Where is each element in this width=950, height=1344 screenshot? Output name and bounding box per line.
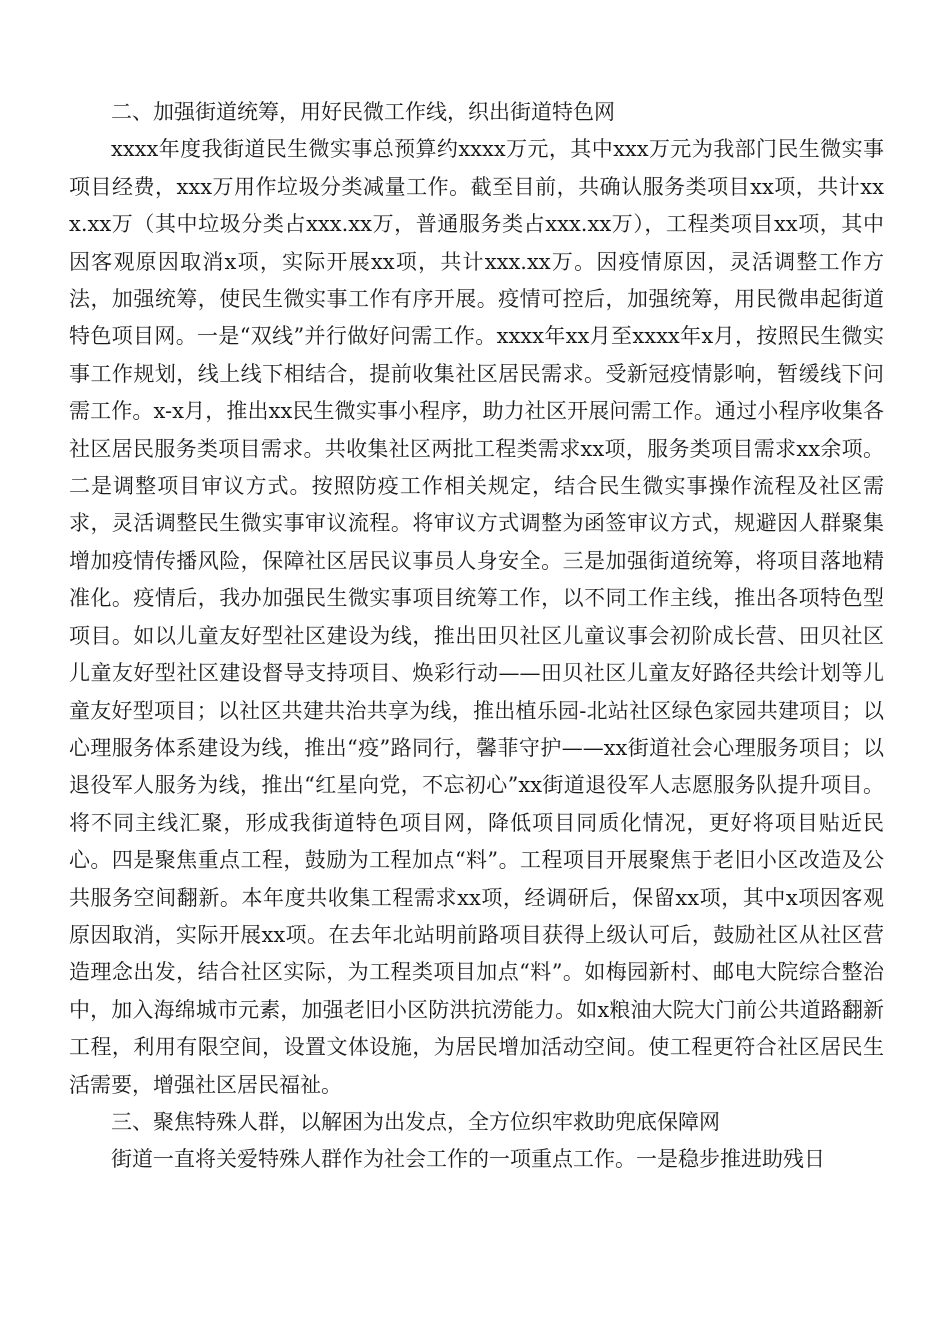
section-heading-2: 二、加强街道统筹，用好民微工作线，织出街道特色网 <box>111 100 615 124</box>
document-body <box>69 94 884 1179</box>
section-paragraph-2: xxxx年度我街道民生微实事总预算约xxxx万元，其中xxx万元为我部门民生微实事项目经费，xxx万用作垃圾分类减量工作。截至目前，共确认服务类项目xx项，共计xxx.xx万（其中垃圾分类占xxx.xx万，普通服务类占xxx.xx万），工程类项目xx项，其中因客观原因取消x项，实际开展xx项，共计xxx.xx万。因疫情原因，灵活调整工作方法，加强统筹，使民生微实事工作有序开展。疫情可控后，加强统筹，用民微串起街道特色项目网。一是“双线”并行做好问需工作。xxxx年xx月至xxxx年x月，按照民生微实事工作规划，线上线下相结合，提前收集社区居民需求。受新冠疫情影响，暂缓线下问需工作。x-x月，推出xx民生微实事小程序，助力社区开展问需工作。通过小程序收集各社区居民服务类项目需求。共收集社区两批工程类需求xx项，服务类项目需求xx余项。二是调整项目审议方式。按照防疫工作相关规定，结合民生微实事操作流程及社区需求，灵活调整民生微实事审议流程。将审议方式调整为函签审议方式，规避因人群聚集增加疫情传播风险，保障社区居民议事员人身安全。三是加强街道统筹，将项目落地精准化。疫情后，我办加强民生微实事项目统筹工作，以不同工作主线，推出各项特色型项目。如以儿童友好型社区建设为线，推出田贝社区儿童议事会初阶成长营、田贝社区儿童友好型社区建设督导支持项目、焕彩行动——田贝社区儿童友好路径共绘计划等儿童友好型项目；以社区共建共治共享为线，推出植乐园-北站社区绿色家园共建项目；以心理服务体系建设为线，推出“疫”路同行，馨菲守护——xx街道社会心理服务项目；以退役军人服务为线，推出“红星向党，不忘初心”xx街道退役军人志愿服务队提升项目。将不同主线汇聚，形成我街道特色项目网，降低项目同质化情况，更好将项目贴近民心。四是聚焦重点工程，鼓励为工程加点“料”。工程项目开展聚焦于老旧小区改造及公共服务空间翻新。本年度共收集工程需求xx项，经调研后，保留xx项，其中x项因客观原因取消，实际开展xx项。在去年北站明前路项目获得上级认可后，鼓励社区从社区营造理念出发，结合社区实际，为工程类项目加点“料”。如梅园新村、邮电大院综合整治中，加入海绵城市元素，加强老旧小区防洪抗涝能力。如x粮油大院大门前公共道路翻新工程，利用有限空间，设置文体设施，为居民增加活动空间。使工程更符合社区居民生活需要，增强社区居民福祉。 <box>69 137 884 1097</box>
section-paragraph-3: 街道一直将关爱特殊人群作为社会工作的一项重点工作。一是稳步推进助残日 <box>111 1147 825 1172</box>
section-heading-3: 三、聚焦特殊人群，以解困为出发点，全方位织牢救助兜底保障网 <box>111 1109 720 1134</box>
